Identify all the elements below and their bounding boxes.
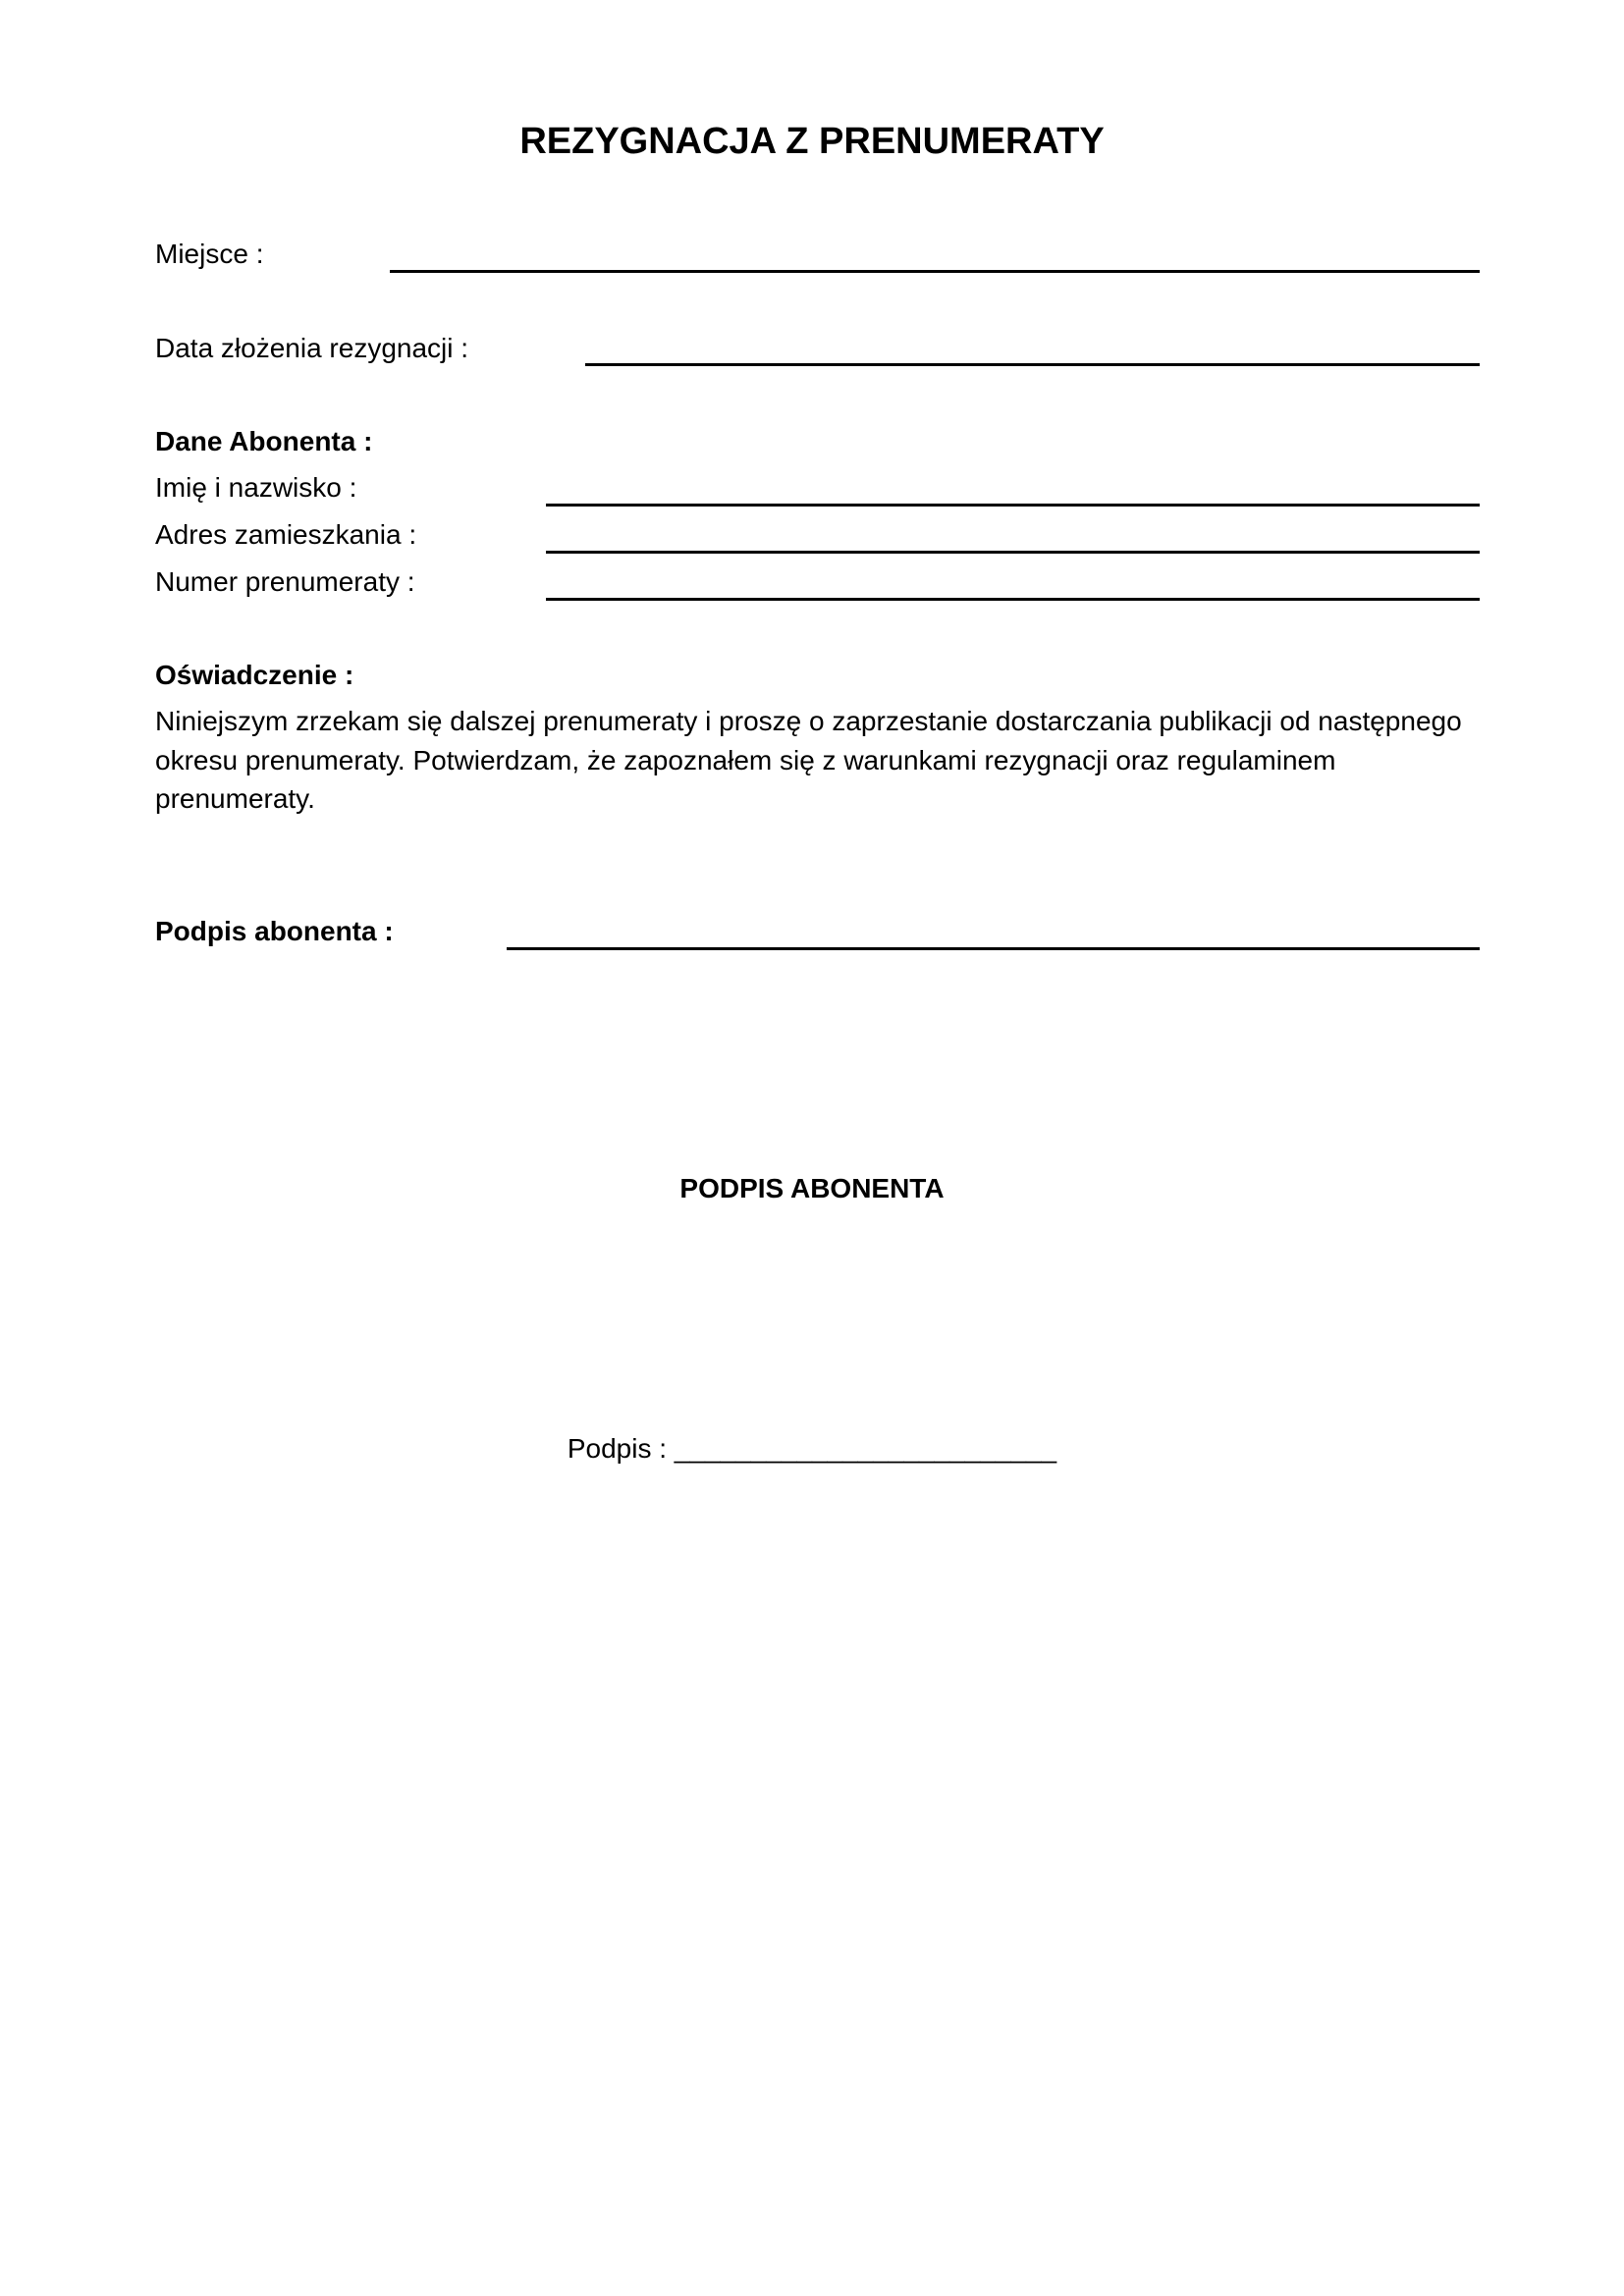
- date-field-line[interactable]: [585, 363, 1480, 366]
- number-label: Numer prenumeraty :: [155, 566, 415, 597]
- name-field-line[interactable]: [546, 504, 1480, 507]
- podpis-line[interactable]: Podpis : _________________________: [567, 1433, 1057, 1464]
- statement-heading: Oświadczenie :: [155, 660, 354, 690]
- signature-label: Podpis abonenta :: [155, 916, 394, 946]
- name-label: Imię i nazwisko :: [155, 472, 357, 503]
- number-field-line[interactable]: [546, 598, 1480, 601]
- place-field-line[interactable]: [390, 270, 1480, 273]
- address-field-line[interactable]: [546, 551, 1480, 554]
- address-label: Adres zamieszkania :: [155, 519, 417, 550]
- statement-text: Niniejszym zrzekam się dalszej prenumeraty i proszę o zaprzestanie dostarczania publikacji od następnego okresu prenumeraty. Potwierdzam, że zapoznałem się z warunkami rezygnacji oraz regulaminem prenumeraty.: [155, 706, 1462, 814]
- signature-field-line[interactable]: [507, 947, 1480, 950]
- signature-section-heading: PODPIS ABONENTA: [679, 1173, 945, 1203]
- place-label: Miejsce :: [155, 239, 264, 269]
- page-title: REZYGNACJA Z PRENUMERATY: [519, 121, 1105, 162]
- subscriber-heading: Dane Abonenta :: [155, 426, 373, 456]
- date-label: Data złożenia rezygnacji :: [155, 333, 469, 363]
